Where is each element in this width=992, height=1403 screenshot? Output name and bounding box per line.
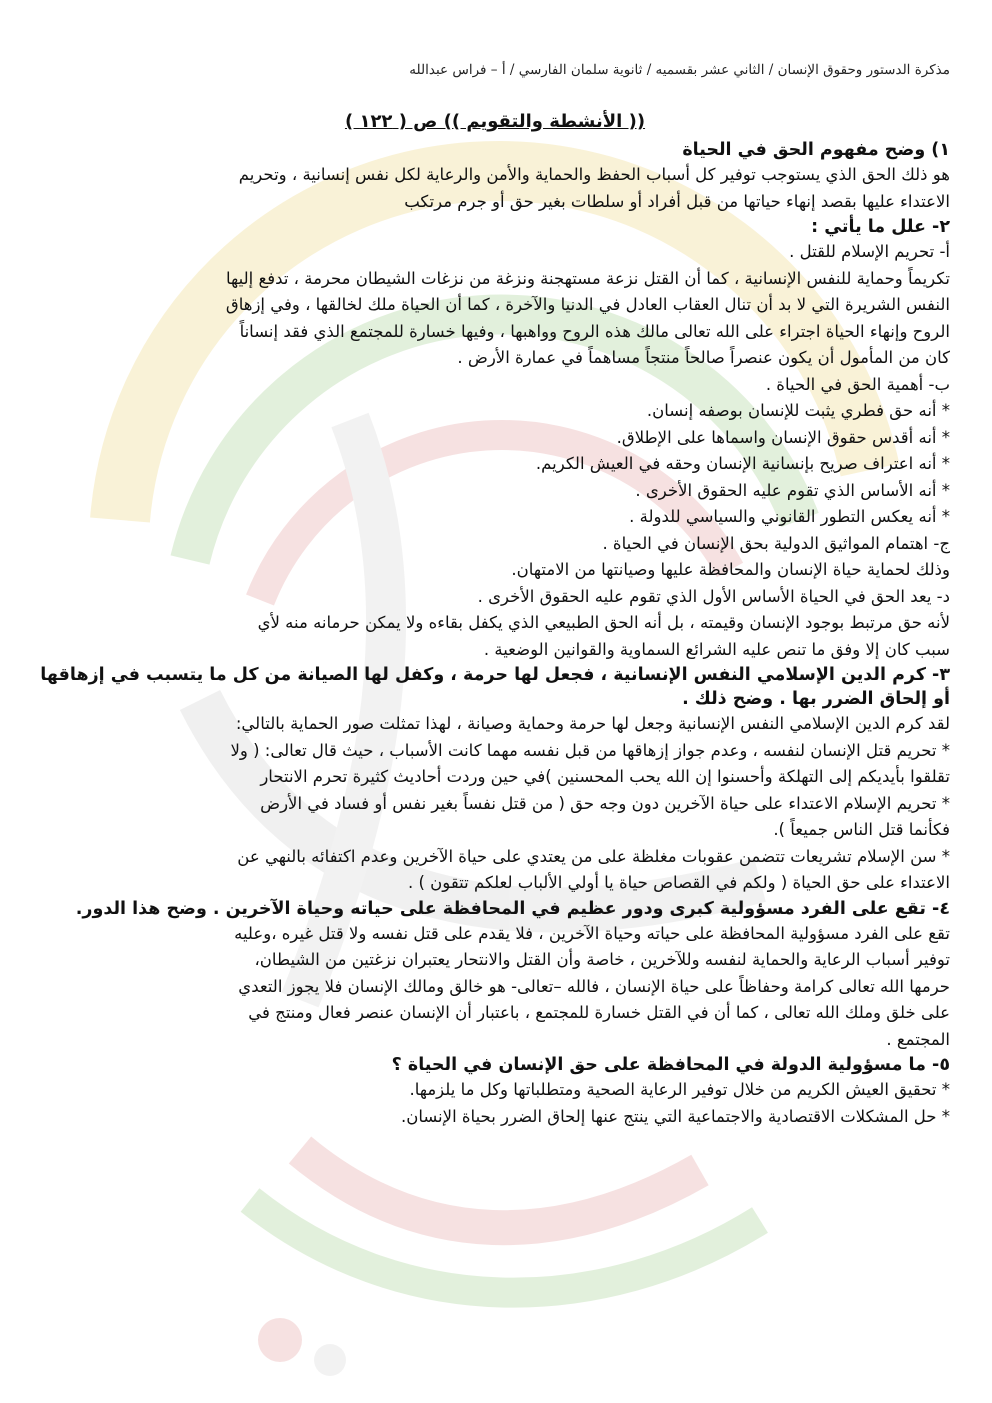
- q4-line-4: على خلق وملك الله تعالى ، كما أن في القتل خسارة للمجتمع ، باعتبار أن الإنسان عنصر فعال ومنتج في: [248, 1003, 950, 1023]
- q3-p1-line-1: * تحريم قتل الإنسان لنفسه ، وعدم جواز إزهاقها من قبل نفسه مهما كانت الأسباب ، حيث قال تعالى: ( ولا: [230, 740, 950, 760]
- q1-answer-line-2: الاعتداء عليها بقصد إنهاء حياتها من قبل أفراد أو سلطات بغير حق أو جرم مرتكب: [404, 191, 950, 211]
- q4-line-1: تقع على الفرد مسؤولية المحافظة على حياته وحياة الآخرين ، فلا يقدم على قتل نفسه ولا قتل غيره ،وعليه: [234, 923, 950, 943]
- q2-b-point-2: * أنه أقدس حقوق الإنسان واسماها على الإطلاق.: [616, 427, 950, 447]
- q1-answer-line-1: هو ذلك الحق الذي يستوجب توفير كل أسباب الحفظ والحماية والأمن والرعاية لكل نفس إنسانية ، وتحريم: [238, 165, 950, 184]
- question-5: ٥- ما مسؤولية الدولة في المحافظة على حق الإنسان في الحياة ؟: [391, 1055, 950, 1076]
- q2-a-line-3: الروح وإنهاء الحياة اجتراء على الله تعالى مالك هذه الروح وواهبها ، وفيها خسارة للمجتمع الذي فقد إنساناً: [239, 321, 950, 341]
- q3-intro: لقد كرم الدين الإسلامي النفس الإنسانية وجعل لها حرمة وحماية وصيانة ، لهذا تمثلت صور الحماية بالتالي:: [235, 714, 950, 734]
- question-3-line-1: ٣- كرم الدين الإسلامي النفس الإنسانية ، فجعل لها حرمة ، وكفل لها الصيانة من كل ما يتسبب في إزهاقها: [40, 665, 950, 686]
- question-3-line-2: أو إلحاق الضرر بها . وضح ذلك .: [682, 689, 950, 710]
- q2-b-point-5: * أنه يعكس التطور القانوني والسياسي للدولة .: [629, 507, 950, 527]
- q3-p2-line-2: فكأنما قتل الناس جميعاً ).: [773, 820, 950, 840]
- q5-point-2: * حل المشكلات الاقتصادية والاجتماعية التي ينتج عنها إلحاق الضرر بحياة الإنسان.: [400, 1107, 950, 1127]
- page-header: مذكرة الدستور وحقوق الإنسان / الثاني عشر بقسميه / ثانوية سلمان الفارسي / أ – فراس عبدالله: [409, 62, 950, 78]
- q2-c-title: ج- اهتمام المواثيق الدولية بحق الإنسان في الحياة .: [602, 533, 950, 553]
- q3-p3-line-2: الاعتداء على حق الحياة ( ولكم في القصاص حياة يا أولي الألباب لعلكم تتقون ) .: [408, 873, 950, 893]
- q4-line-3: حرمها الله تعالى كرامة وحفاظاً على حياة الإنسان ، فالله –تعالى- هو خالق ومالك الإنسان فلا يجوز التعدي: [238, 976, 950, 996]
- q2-b-title: ب- أهمية الحق في الحياة .: [765, 374, 950, 394]
- q2-d-line-2: سبب كان إلا وفق ما تنص عليه الشرائع السماوية والقوانين الوضعية .: [483, 639, 950, 659]
- q2-b-point-4: * أنه الأساس الذي تقوم عليه الحقوق الأخرى .: [635, 480, 950, 500]
- q2-a-line-2: النفس الشريرة التي لا بد أن تنال العقاب العادل في الدنيا والآخرة ، كما أن الحياة ملك لخالقها ، وفي إزهاق: [225, 295, 950, 314]
- q5-point-1: * تحقيق العيش الكريم من خلال توفير الرعاية الصحية ومتطلباتها وكل ما يلزمها.: [409, 1080, 950, 1100]
- q2-b-point-3: * أنه اعتراف صريح بإنسانية الإنسان وحقه في العيش الكريم.: [535, 454, 950, 474]
- q3-p3-line-1: * سن الإسلام تشريعات تتضمن عقوبات مغلظة على من يعتدي على حياة الآخرين وعدم اكتفائه بالنهي عن: [237, 846, 950, 866]
- q2-a-line-4: كان من المأمول أن يكون عنصراً صالحاً منتجاً مساهماً في عمارة الأرض .: [457, 348, 950, 367]
- q2-a-line-1: تكريماً وحماية للنفس الإنسانية ، كما أن القتل نزعة مستهجنة ونزغة من نزغات الشيطان محرمة ، تدفع إليها: [226, 268, 950, 288]
- q2-b-point-1: * أنه حق فطري يثبت للإنسان بوصفه إنسان.: [646, 401, 950, 420]
- document-content: [40, 110, 950, 1131]
- question-2: ٢- علل ما يأتي :: [811, 217, 950, 237]
- question-1: ١) وضح مفهوم الحق في الحياة: [682, 140, 950, 160]
- q4-line-2: توفير أسباب الرعاية والحماية لنفسه وللآخرين ، خاصة وأن القتل والانتحار يعتبران نزغتين من الشيطان،: [254, 950, 950, 970]
- question-4: ٤- تقع على الفرد مسؤولية كبرى ودور عظيم في المحافظة على حياته وحياة الآخرين . وضح هذا الدور.: [75, 898, 950, 919]
- q2-d-title: د- يعد الحق في الحياة الأساس الأول الذي تقوم عليه الحقوق الأخرى .: [477, 586, 950, 606]
- document-page: [40, 0, 950, 1403]
- q3-p2-line-1: * تحريم الإسلام الاعتداء على حياة الآخرين دون وجه حق ( من قتل نفساً بغير نفس أو فساد في الأرض: [260, 793, 950, 813]
- q2-d-line-1: لأنه حق مرتبط بوجود الإنسان وقيمته ، بل أنه الحق الطبيعي الذي يكفل بقاءه ولا يمكن حرمانه منه لأي: [257, 613, 950, 633]
- q2-c-answer: وذلك لحماية حياة الإنسان والمحافظة عليها وصيانتها من الامتهان.: [511, 560, 950, 580]
- q2-a-title: أ- تحريم الإسلام للقتل .: [789, 242, 950, 261]
- q4-line-5: المجتمع .: [886, 1029, 950, 1049]
- page-title: (( الأنشطة والتقويم )) ص ( ١٢٢ ): [344, 111, 646, 132]
- q3-p1-line-2: تقلقوا بأيديكم إلى التهلكة وأحسنوا إن الله يحب المحسنين )في حين وردت أحاديث كثيرة تحرم الانتحار: [260, 767, 950, 787]
